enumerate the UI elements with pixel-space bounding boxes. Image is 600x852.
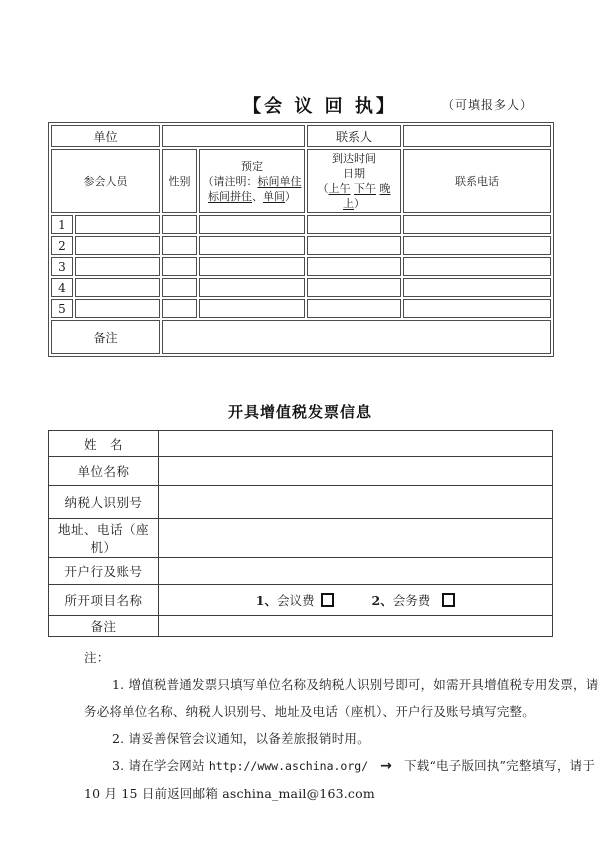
- option-label: 会务费: [392, 593, 431, 608]
- attendee-row: [51, 278, 551, 297]
- attendee-row: [51, 215, 551, 234]
- booking-input-cell[interactable]: [199, 299, 305, 318]
- invoice-section-title: 开具增值税发票信息: [227, 403, 372, 421]
- phone-header-cell: 联系电话: [403, 149, 551, 213]
- email-link[interactable]: aschina_mail@163.com: [222, 786, 375, 801]
- row-number: 5: [51, 299, 73, 318]
- note-2: 2. 请妥善保管会议通知，以备差旅报销时用。: [112, 731, 370, 746]
- name-input-cell[interactable]: [75, 236, 160, 255]
- note-1: 1. 增值税普通发票只填写单位名称及纳税人识别号即可，如需开具增值税专用发票，请: [112, 677, 599, 692]
- notes-heading: 注：: [84, 650, 110, 665]
- invoice-taxid-label: 纳税人识别号: [49, 486, 159, 519]
- invoice-info-table: [48, 430, 553, 637]
- contact-input-cell[interactable]: [403, 125, 551, 147]
- unit-label-cell: 单位: [51, 125, 160, 147]
- phone-input-cell[interactable]: [403, 215, 551, 234]
- page-title: 【会 议 回 执】: [243, 96, 397, 117]
- booking-input-cell[interactable]: [199, 215, 305, 234]
- arrival-input-cell[interactable]: [307, 257, 401, 276]
- attendee-row: [51, 257, 551, 276]
- option-number: 2、: [371, 593, 393, 608]
- remark-label-cell: 备注: [51, 320, 160, 354]
- booking-header-cell: 预定 （请注明：标间单住 标间拼住、单间）: [199, 149, 305, 213]
- note-1-continued: 务必将单位名称、纳税人识别号、地址及电话（座机）、开户行及账号填写完整。: [84, 704, 535, 719]
- invoice-address-phone-label: 地址、电话（座机）: [49, 519, 159, 558]
- phone-input-cell[interactable]: [403, 278, 551, 297]
- meeting-reply-table: [48, 122, 554, 357]
- title-note: （可填报多人）: [441, 98, 533, 112]
- invoice-project-label: 所开项目名称: [49, 585, 159, 616]
- contact-label-cell: 联系人: [307, 125, 401, 147]
- phone-input-cell[interactable]: [403, 257, 551, 276]
- row-number: 3: [51, 257, 73, 276]
- invoice-bank-account-input[interactable]: [159, 558, 553, 585]
- note-4-prefix: 10 月 15 日前返回邮箱: [84, 786, 223, 801]
- booking-input-cell[interactable]: [199, 278, 305, 297]
- booking-input-cell[interactable]: [199, 257, 305, 276]
- notes-section: [84, 644, 599, 807]
- invoice-name-label: 姓 名: [49, 431, 159, 457]
- name-input-cell[interactable]: [75, 257, 160, 276]
- remark-input-cell[interactable]: [162, 320, 551, 354]
- option-number: 1、: [255, 593, 277, 608]
- unit-input-cell[interactable]: [162, 125, 305, 147]
- note-3-suffix: 下载“电子版回执”完整填写，请于: [404, 758, 596, 773]
- attendee-header-cell: 参会人员: [51, 149, 160, 213]
- invoice-address-phone-input[interactable]: [159, 519, 553, 558]
- row-number: 1: [51, 215, 73, 234]
- attendee-row: [51, 236, 551, 255]
- phone-input-cell[interactable]: [403, 299, 551, 318]
- invoice-bank-account-label: 开户行及账号: [49, 558, 159, 585]
- invoice-remark-label: 备注: [49, 616, 159, 637]
- invoice-remark-input[interactable]: [159, 616, 553, 637]
- arrival-header-cell: 到达时间 日期 （上午 下午 晚上）: [307, 149, 401, 213]
- gender-header-cell: 性别: [162, 149, 197, 213]
- attendee-row: [51, 299, 551, 318]
- arrival-input-cell[interactable]: [307, 299, 401, 318]
- gender-input-cell[interactable]: [162, 278, 197, 297]
- name-input-cell[interactable]: [75, 299, 160, 318]
- invoice-project-options: [159, 585, 553, 616]
- booking-input-cell[interactable]: [199, 236, 305, 255]
- gender-input-cell[interactable]: [162, 257, 197, 276]
- arrival-input-cell[interactable]: [307, 236, 401, 255]
- option-label: 会议费: [276, 593, 315, 608]
- website-link[interactable]: http://www.aschina.org/: [208, 759, 369, 773]
- gender-input-cell[interactable]: [162, 236, 197, 255]
- gender-input-cell[interactable]: [162, 299, 197, 318]
- invoice-company-input[interactable]: [159, 457, 553, 486]
- option-service-fee: [372, 593, 431, 608]
- name-input-cell[interactable]: [75, 215, 160, 234]
- arrival-input-cell[interactable]: [307, 215, 401, 234]
- checkbox-conference-fee[interactable]: [321, 593, 334, 607]
- phone-input-cell[interactable]: [403, 236, 551, 255]
- right-arrow-icon: →: [380, 758, 393, 774]
- row-number: 4: [51, 278, 73, 297]
- name-input-cell[interactable]: [75, 278, 160, 297]
- arrival-input-cell[interactable]: [307, 278, 401, 297]
- row-number: 2: [51, 236, 73, 255]
- title-row: [48, 92, 552, 118]
- gender-input-cell[interactable]: [162, 215, 197, 234]
- invoice-company-label: 单位名称: [49, 457, 159, 486]
- note-3: [84, 752, 596, 780]
- option-conference-fee: [256, 593, 315, 608]
- invoice-taxid-input[interactable]: [159, 486, 553, 519]
- note-3-continued: [84, 780, 558, 807]
- note-3-prefix: 3. 请在学会网站: [112, 758, 209, 773]
- invoice-name-input[interactable]: [159, 431, 553, 457]
- checkbox-service-fee[interactable]: [442, 593, 455, 607]
